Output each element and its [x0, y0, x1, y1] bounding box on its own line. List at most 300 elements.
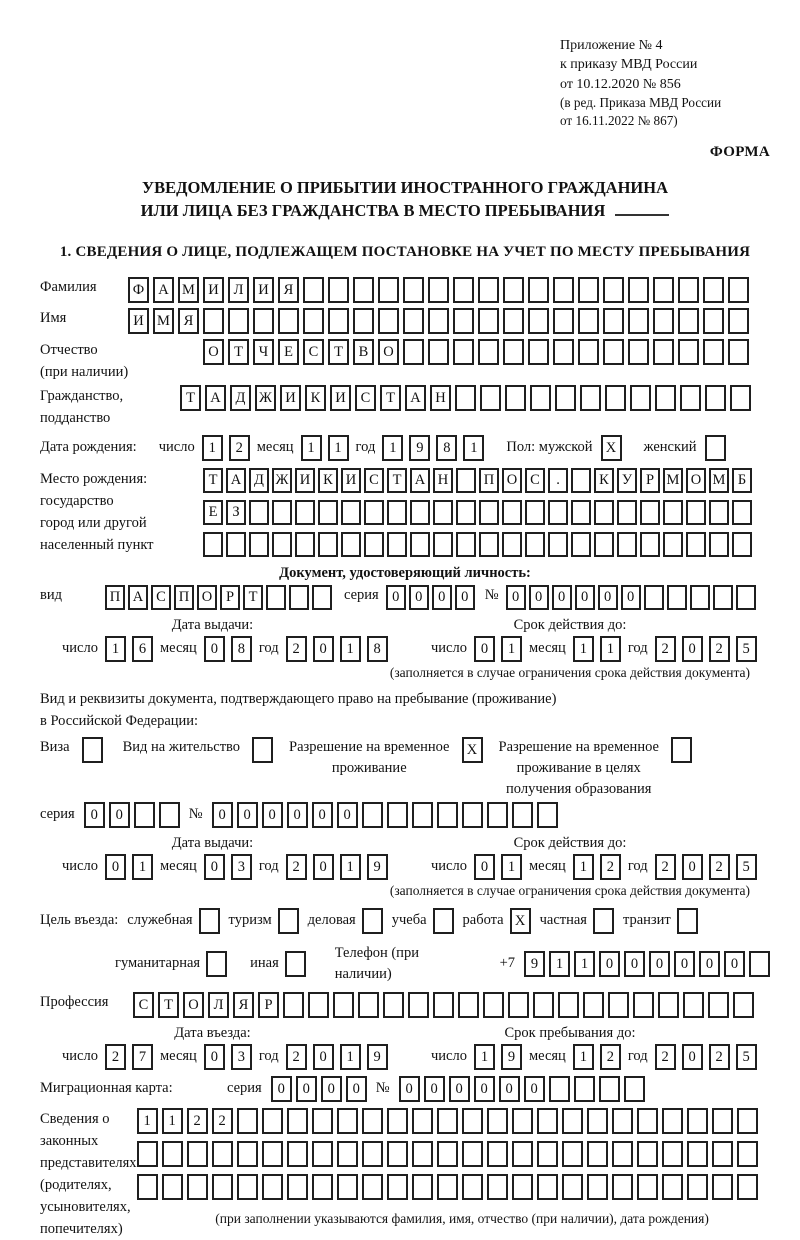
char-cell[interactable] [537, 1141, 558, 1167]
char-cell[interactable]: Я [178, 308, 199, 334]
char-cell[interactable]: О [686, 468, 706, 493]
char-cell[interactable] [312, 585, 332, 610]
char-cell[interactable]: Д [249, 468, 269, 493]
char-cell[interactable]: К [318, 468, 338, 493]
char-cell[interactable]: 0 [499, 1076, 520, 1102]
char-cell[interactable] [462, 1141, 483, 1167]
char-cell[interactable]: 1 [162, 1108, 183, 1134]
char-cell[interactable] [303, 308, 324, 334]
char-cell[interactable] [437, 1174, 458, 1200]
char-cell[interactable]: К [305, 385, 326, 411]
char-cell[interactable] [512, 1108, 533, 1134]
char-cell[interactable]: 2 [709, 854, 730, 880]
char-cell[interactable]: 0 [409, 585, 429, 610]
char-cell[interactable] [162, 1141, 183, 1167]
char-cell[interactable] [502, 532, 522, 557]
char-cell[interactable] [578, 339, 599, 365]
char-cell[interactable] [537, 802, 558, 828]
humanitarian-checkbox[interactable] [206, 951, 227, 977]
char-cell[interactable] [749, 951, 770, 977]
char-cell[interactable]: С [133, 992, 154, 1018]
char-cell[interactable]: О [502, 468, 522, 493]
char-cell[interactable]: У [617, 468, 637, 493]
char-cell[interactable] [662, 1108, 683, 1134]
tourism-checkbox[interactable] [278, 908, 299, 934]
char-cell[interactable] [571, 468, 591, 493]
char-cell[interactable]: 0 [312, 802, 333, 828]
char-cell[interactable]: 0 [296, 1076, 317, 1102]
char-cell[interactable] [653, 277, 674, 303]
char-cell[interactable]: И [280, 385, 301, 411]
char-cell[interactable] [644, 585, 664, 610]
char-cell[interactable] [456, 532, 476, 557]
char-cell[interactable] [226, 532, 246, 557]
residence-permit-checkbox[interactable] [252, 737, 273, 763]
char-cell[interactable] [362, 1108, 383, 1134]
char-cell[interactable]: 0 [109, 802, 130, 828]
char-cell[interactable] [690, 585, 710, 610]
char-cell[interactable] [412, 1174, 433, 1200]
char-cell[interactable]: Я [278, 277, 299, 303]
char-cell[interactable]: 0 [313, 854, 334, 880]
other-checkbox[interactable] [285, 951, 306, 977]
char-cell[interactable] [403, 277, 424, 303]
char-cell[interactable] [333, 992, 354, 1018]
char-cell[interactable]: 2 [187, 1108, 208, 1134]
char-cell[interactable]: 0 [212, 802, 233, 828]
char-cell[interactable]: З [226, 500, 246, 525]
study-checkbox[interactable] [433, 908, 454, 934]
char-cell[interactable] [412, 1108, 433, 1134]
char-cell[interactable]: 3 [231, 854, 252, 880]
char-cell[interactable] [578, 308, 599, 334]
char-cell[interactable] [640, 532, 660, 557]
char-cell[interactable]: Т [158, 992, 179, 1018]
char-cell[interactable] [341, 532, 361, 557]
char-cell[interactable] [583, 992, 604, 1018]
char-cell[interactable] [387, 1141, 408, 1167]
char-cell[interactable]: Е [203, 500, 223, 525]
char-cell[interactable] [502, 500, 522, 525]
char-cell[interactable] [628, 277, 649, 303]
char-cell[interactable]: 0 [621, 585, 641, 610]
char-cell[interactable]: 5 [736, 1044, 757, 1070]
char-cell[interactable]: Т [243, 585, 263, 610]
char-cell[interactable]: Т [203, 468, 223, 493]
char-cell[interactable]: 0 [204, 1044, 225, 1070]
char-cell[interactable] [487, 1141, 508, 1167]
char-cell[interactable]: П [174, 585, 194, 610]
char-cell[interactable]: 0 [271, 1076, 292, 1102]
char-cell[interactable]: С [355, 385, 376, 411]
char-cell[interactable] [378, 277, 399, 303]
char-cell[interactable] [574, 1076, 595, 1102]
char-cell[interactable]: Е [278, 339, 299, 365]
char-cell[interactable] [212, 1141, 233, 1167]
char-cell[interactable] [678, 277, 699, 303]
char-cell[interactable] [437, 802, 458, 828]
char-cell[interactable] [553, 339, 574, 365]
char-cell[interactable] [228, 308, 249, 334]
char-cell[interactable] [287, 1141, 308, 1167]
char-cell[interactable] [387, 802, 408, 828]
char-cell[interactable] [555, 385, 576, 411]
char-cell[interactable] [503, 308, 524, 334]
char-cell[interactable]: И [295, 468, 315, 493]
char-cell[interactable]: 9 [367, 854, 388, 880]
char-cell[interactable] [403, 308, 424, 334]
char-cell[interactable]: 2 [600, 1044, 621, 1070]
char-cell[interactable] [162, 1174, 183, 1200]
char-cell[interactable] [362, 802, 383, 828]
char-cell[interactable]: Л [208, 992, 229, 1018]
char-cell[interactable] [187, 1174, 208, 1200]
female-checkbox[interactable] [705, 435, 726, 461]
char-cell[interactable]: 0 [321, 1076, 342, 1102]
char-cell[interactable]: 2 [709, 636, 730, 662]
char-cell[interactable]: 9 [409, 435, 430, 461]
char-cell[interactable]: Н [430, 385, 451, 411]
char-cell[interactable] [503, 339, 524, 365]
male-checkbox[interactable]: X [601, 435, 622, 461]
char-cell[interactable]: 1 [474, 1044, 495, 1070]
char-cell[interactable] [289, 585, 309, 610]
char-cell[interactable]: И [128, 308, 149, 334]
char-cell[interactable] [462, 1108, 483, 1134]
char-cell[interactable] [732, 532, 752, 557]
char-cell[interactable] [587, 1141, 608, 1167]
char-cell[interactable] [683, 992, 704, 1018]
char-cell[interactable] [663, 500, 683, 525]
char-cell[interactable] [455, 385, 476, 411]
char-cell[interactable] [137, 1174, 158, 1200]
char-cell[interactable]: С [151, 585, 171, 610]
char-cell[interactable] [410, 532, 430, 557]
char-cell[interactable] [730, 385, 751, 411]
char-cell[interactable]: 6 [132, 636, 153, 662]
char-cell[interactable] [408, 992, 429, 1018]
char-cell[interactable] [686, 500, 706, 525]
char-cell[interactable] [456, 500, 476, 525]
char-cell[interactable] [364, 500, 384, 525]
char-cell[interactable]: 2 [655, 636, 676, 662]
private-checkbox[interactable] [593, 908, 614, 934]
char-cell[interactable] [358, 992, 379, 1018]
char-cell[interactable]: 1 [105, 636, 126, 662]
char-cell[interactable] [705, 385, 726, 411]
char-cell[interactable]: 0 [506, 585, 526, 610]
char-cell[interactable] [686, 532, 706, 557]
char-cell[interactable]: 0 [682, 636, 703, 662]
char-cell[interactable] [687, 1174, 708, 1200]
char-cell[interactable] [137, 1141, 158, 1167]
char-cell[interactable] [537, 1174, 558, 1200]
char-cell[interactable] [503, 277, 524, 303]
char-cell[interactable] [580, 385, 601, 411]
char-cell[interactable] [283, 992, 304, 1018]
char-cell[interactable]: А [405, 385, 426, 411]
char-cell[interactable] [548, 500, 568, 525]
char-cell[interactable]: И [330, 385, 351, 411]
char-cell[interactable] [203, 532, 223, 557]
char-cell[interactable] [318, 500, 338, 525]
char-cell[interactable]: А [128, 585, 148, 610]
char-cell[interactable]: Д [230, 385, 251, 411]
char-cell[interactable] [134, 802, 155, 828]
char-cell[interactable] [528, 308, 549, 334]
char-cell[interactable] [480, 385, 501, 411]
char-cell[interactable]: 9 [367, 1044, 388, 1070]
char-cell[interactable] [203, 308, 224, 334]
char-cell[interactable]: 0 [682, 854, 703, 880]
char-cell[interactable] [362, 1141, 383, 1167]
char-cell[interactable]: 0 [346, 1076, 367, 1102]
char-cell[interactable] [308, 992, 329, 1018]
char-cell[interactable] [537, 1108, 558, 1134]
char-cell[interactable] [328, 277, 349, 303]
char-cell[interactable] [456, 468, 476, 493]
char-cell[interactable]: А [205, 385, 226, 411]
char-cell[interactable] [637, 1174, 658, 1200]
char-cell[interactable] [483, 992, 504, 1018]
char-cell[interactable] [318, 532, 338, 557]
char-cell[interactable] [262, 1108, 283, 1134]
char-cell[interactable] [530, 385, 551, 411]
char-cell[interactable]: . [548, 468, 568, 493]
char-cell[interactable]: Л [228, 277, 249, 303]
char-cell[interactable] [678, 308, 699, 334]
char-cell[interactable] [525, 532, 545, 557]
char-cell[interactable] [562, 1174, 583, 1200]
business-checkbox[interactable] [199, 908, 220, 934]
char-cell[interactable] [662, 1141, 683, 1167]
char-cell[interactable]: Р [640, 468, 660, 493]
char-cell[interactable] [295, 532, 315, 557]
char-cell[interactable] [525, 500, 545, 525]
char-cell[interactable]: М [178, 277, 199, 303]
char-cell[interactable] [553, 277, 574, 303]
char-cell[interactable]: 0 [237, 802, 258, 828]
char-cell[interactable] [737, 1141, 758, 1167]
char-cell[interactable] [708, 992, 729, 1018]
char-cell[interactable] [587, 1108, 608, 1134]
char-cell[interactable] [312, 1141, 333, 1167]
char-cell[interactable] [528, 277, 549, 303]
char-cell[interactable]: 1 [340, 636, 361, 662]
char-cell[interactable] [462, 802, 483, 828]
char-cell[interactable]: П [479, 468, 499, 493]
char-cell[interactable]: С [525, 468, 545, 493]
char-cell[interactable] [655, 385, 676, 411]
char-cell[interactable]: Р [258, 992, 279, 1018]
char-cell[interactable]: Р [220, 585, 240, 610]
char-cell[interactable]: 2 [212, 1108, 233, 1134]
char-cell[interactable] [383, 992, 404, 1018]
char-cell[interactable] [337, 1141, 358, 1167]
char-cell[interactable] [709, 500, 729, 525]
char-cell[interactable]: 0 [474, 636, 495, 662]
char-cell[interactable]: 2 [286, 636, 307, 662]
char-cell[interactable] [458, 992, 479, 1018]
char-cell[interactable]: 0 [313, 636, 334, 662]
char-cell[interactable] [712, 1108, 733, 1134]
char-cell[interactable]: Ж [272, 468, 292, 493]
char-cell[interactable] [487, 1108, 508, 1134]
char-cell[interactable]: А [226, 468, 246, 493]
char-cell[interactable] [508, 992, 529, 1018]
char-cell[interactable] [533, 992, 554, 1018]
char-cell[interactable]: 0 [529, 585, 549, 610]
char-cell[interactable] [433, 992, 454, 1018]
char-cell[interactable] [433, 532, 453, 557]
char-cell[interactable]: 1 [549, 951, 570, 977]
char-cell[interactable] [703, 277, 724, 303]
char-cell[interactable] [362, 1174, 383, 1200]
char-cell[interactable]: Т [180, 385, 201, 411]
char-cell[interactable] [328, 308, 349, 334]
char-cell[interactable] [453, 339, 474, 365]
char-cell[interactable]: 1 [573, 1044, 594, 1070]
char-cell[interactable]: 2 [229, 435, 250, 461]
char-cell[interactable]: 0 [313, 1044, 334, 1070]
char-cell[interactable] [478, 308, 499, 334]
char-cell[interactable] [709, 532, 729, 557]
visa-checkbox[interactable] [82, 737, 103, 763]
char-cell[interactable]: 0 [449, 1076, 470, 1102]
char-cell[interactable]: 0 [386, 585, 406, 610]
char-cell[interactable] [341, 500, 361, 525]
char-cell[interactable]: О [183, 992, 204, 1018]
char-cell[interactable]: 2 [709, 1044, 730, 1070]
char-cell[interactable]: 0 [598, 585, 618, 610]
char-cell[interactable] [687, 1141, 708, 1167]
char-cell[interactable] [312, 1174, 333, 1200]
char-cell[interactable]: М [153, 308, 174, 334]
char-cell[interactable] [603, 308, 624, 334]
char-cell[interactable] [428, 339, 449, 365]
char-cell[interactable] [617, 500, 637, 525]
char-cell[interactable] [640, 500, 660, 525]
char-cell[interactable] [571, 500, 591, 525]
char-cell[interactable]: П [105, 585, 125, 610]
char-cell[interactable] [680, 385, 701, 411]
char-cell[interactable]: 2 [655, 854, 676, 880]
char-cell[interactable] [630, 385, 651, 411]
char-cell[interactable] [687, 1108, 708, 1134]
char-cell[interactable] [663, 532, 683, 557]
char-cell[interactable]: 8 [367, 636, 388, 662]
char-cell[interactable] [364, 532, 384, 557]
char-cell[interactable]: 0 [84, 802, 105, 828]
char-cell[interactable]: 5 [736, 854, 757, 880]
char-cell[interactable] [512, 1174, 533, 1200]
char-cell[interactable] [653, 308, 674, 334]
char-cell[interactable]: 1 [501, 636, 522, 662]
char-cell[interactable] [587, 1174, 608, 1200]
char-cell[interactable] [603, 277, 624, 303]
char-cell[interactable] [612, 1174, 633, 1200]
char-cell[interactable] [412, 802, 433, 828]
char-cell[interactable]: 0 [674, 951, 695, 977]
char-cell[interactable] [653, 339, 674, 365]
char-cell[interactable]: М [663, 468, 683, 493]
char-cell[interactable] [562, 1141, 583, 1167]
char-cell[interactable]: 2 [286, 854, 307, 880]
char-cell[interactable] [337, 1174, 358, 1200]
char-cell[interactable]: Н [433, 468, 453, 493]
char-cell[interactable] [553, 308, 574, 334]
char-cell[interactable] [462, 1174, 483, 1200]
char-cell[interactable]: 0 [682, 1044, 703, 1070]
char-cell[interactable]: 2 [655, 1044, 676, 1070]
char-cell[interactable]: 1 [463, 435, 484, 461]
char-cell[interactable] [594, 532, 614, 557]
char-cell[interactable] [353, 308, 374, 334]
char-cell[interactable] [594, 500, 614, 525]
char-cell[interactable]: 1 [132, 854, 153, 880]
char-cell[interactable] [412, 1141, 433, 1167]
char-cell[interactable] [387, 1174, 408, 1200]
char-cell[interactable]: 0 [399, 1076, 420, 1102]
char-cell[interactable]: С [303, 339, 324, 365]
char-cell[interactable] [658, 992, 679, 1018]
char-cell[interactable] [353, 277, 374, 303]
char-cell[interactable]: 5 [736, 636, 757, 662]
char-cell[interactable]: О [203, 339, 224, 365]
char-cell[interactable]: 0 [424, 1076, 445, 1102]
char-cell[interactable]: 0 [724, 951, 745, 977]
char-cell[interactable] [453, 308, 474, 334]
char-cell[interactable] [187, 1141, 208, 1167]
transit-checkbox[interactable] [677, 908, 698, 934]
char-cell[interactable] [512, 1141, 533, 1167]
char-cell[interactable] [549, 1076, 570, 1102]
char-cell[interactable] [558, 992, 579, 1018]
char-cell[interactable]: 1 [573, 854, 594, 880]
char-cell[interactable]: 1 [600, 636, 621, 662]
char-cell[interactable] [278, 308, 299, 334]
char-cell[interactable] [403, 339, 424, 365]
char-cell[interactable]: 0 [552, 585, 572, 610]
char-cell[interactable]: 0 [432, 585, 452, 610]
char-cell[interactable]: 0 [699, 951, 720, 977]
char-cell[interactable] [528, 339, 549, 365]
char-cell[interactable]: 0 [474, 854, 495, 880]
char-cell[interactable]: А [410, 468, 430, 493]
char-cell[interactable] [667, 585, 687, 610]
char-cell[interactable] [678, 339, 699, 365]
char-cell[interactable] [478, 277, 499, 303]
char-cell[interactable] [624, 1076, 645, 1102]
char-cell[interactable]: Ч [253, 339, 274, 365]
char-cell[interactable]: 8 [436, 435, 457, 461]
char-cell[interactable] [272, 500, 292, 525]
char-cell[interactable]: 0 [575, 585, 595, 610]
char-cell[interactable]: 0 [624, 951, 645, 977]
char-cell[interactable] [737, 1174, 758, 1200]
char-cell[interactable] [637, 1108, 658, 1134]
char-cell[interactable]: 1 [574, 951, 595, 977]
char-cell[interactable]: И [253, 277, 274, 303]
char-cell[interactable]: 1 [501, 854, 522, 880]
char-cell[interactable] [608, 992, 629, 1018]
char-cell[interactable]: Б [732, 468, 752, 493]
char-cell[interactable] [337, 1108, 358, 1134]
char-cell[interactable] [295, 500, 315, 525]
char-cell[interactable] [562, 1108, 583, 1134]
char-cell[interactable] [733, 992, 754, 1018]
char-cell[interactable] [387, 500, 407, 525]
